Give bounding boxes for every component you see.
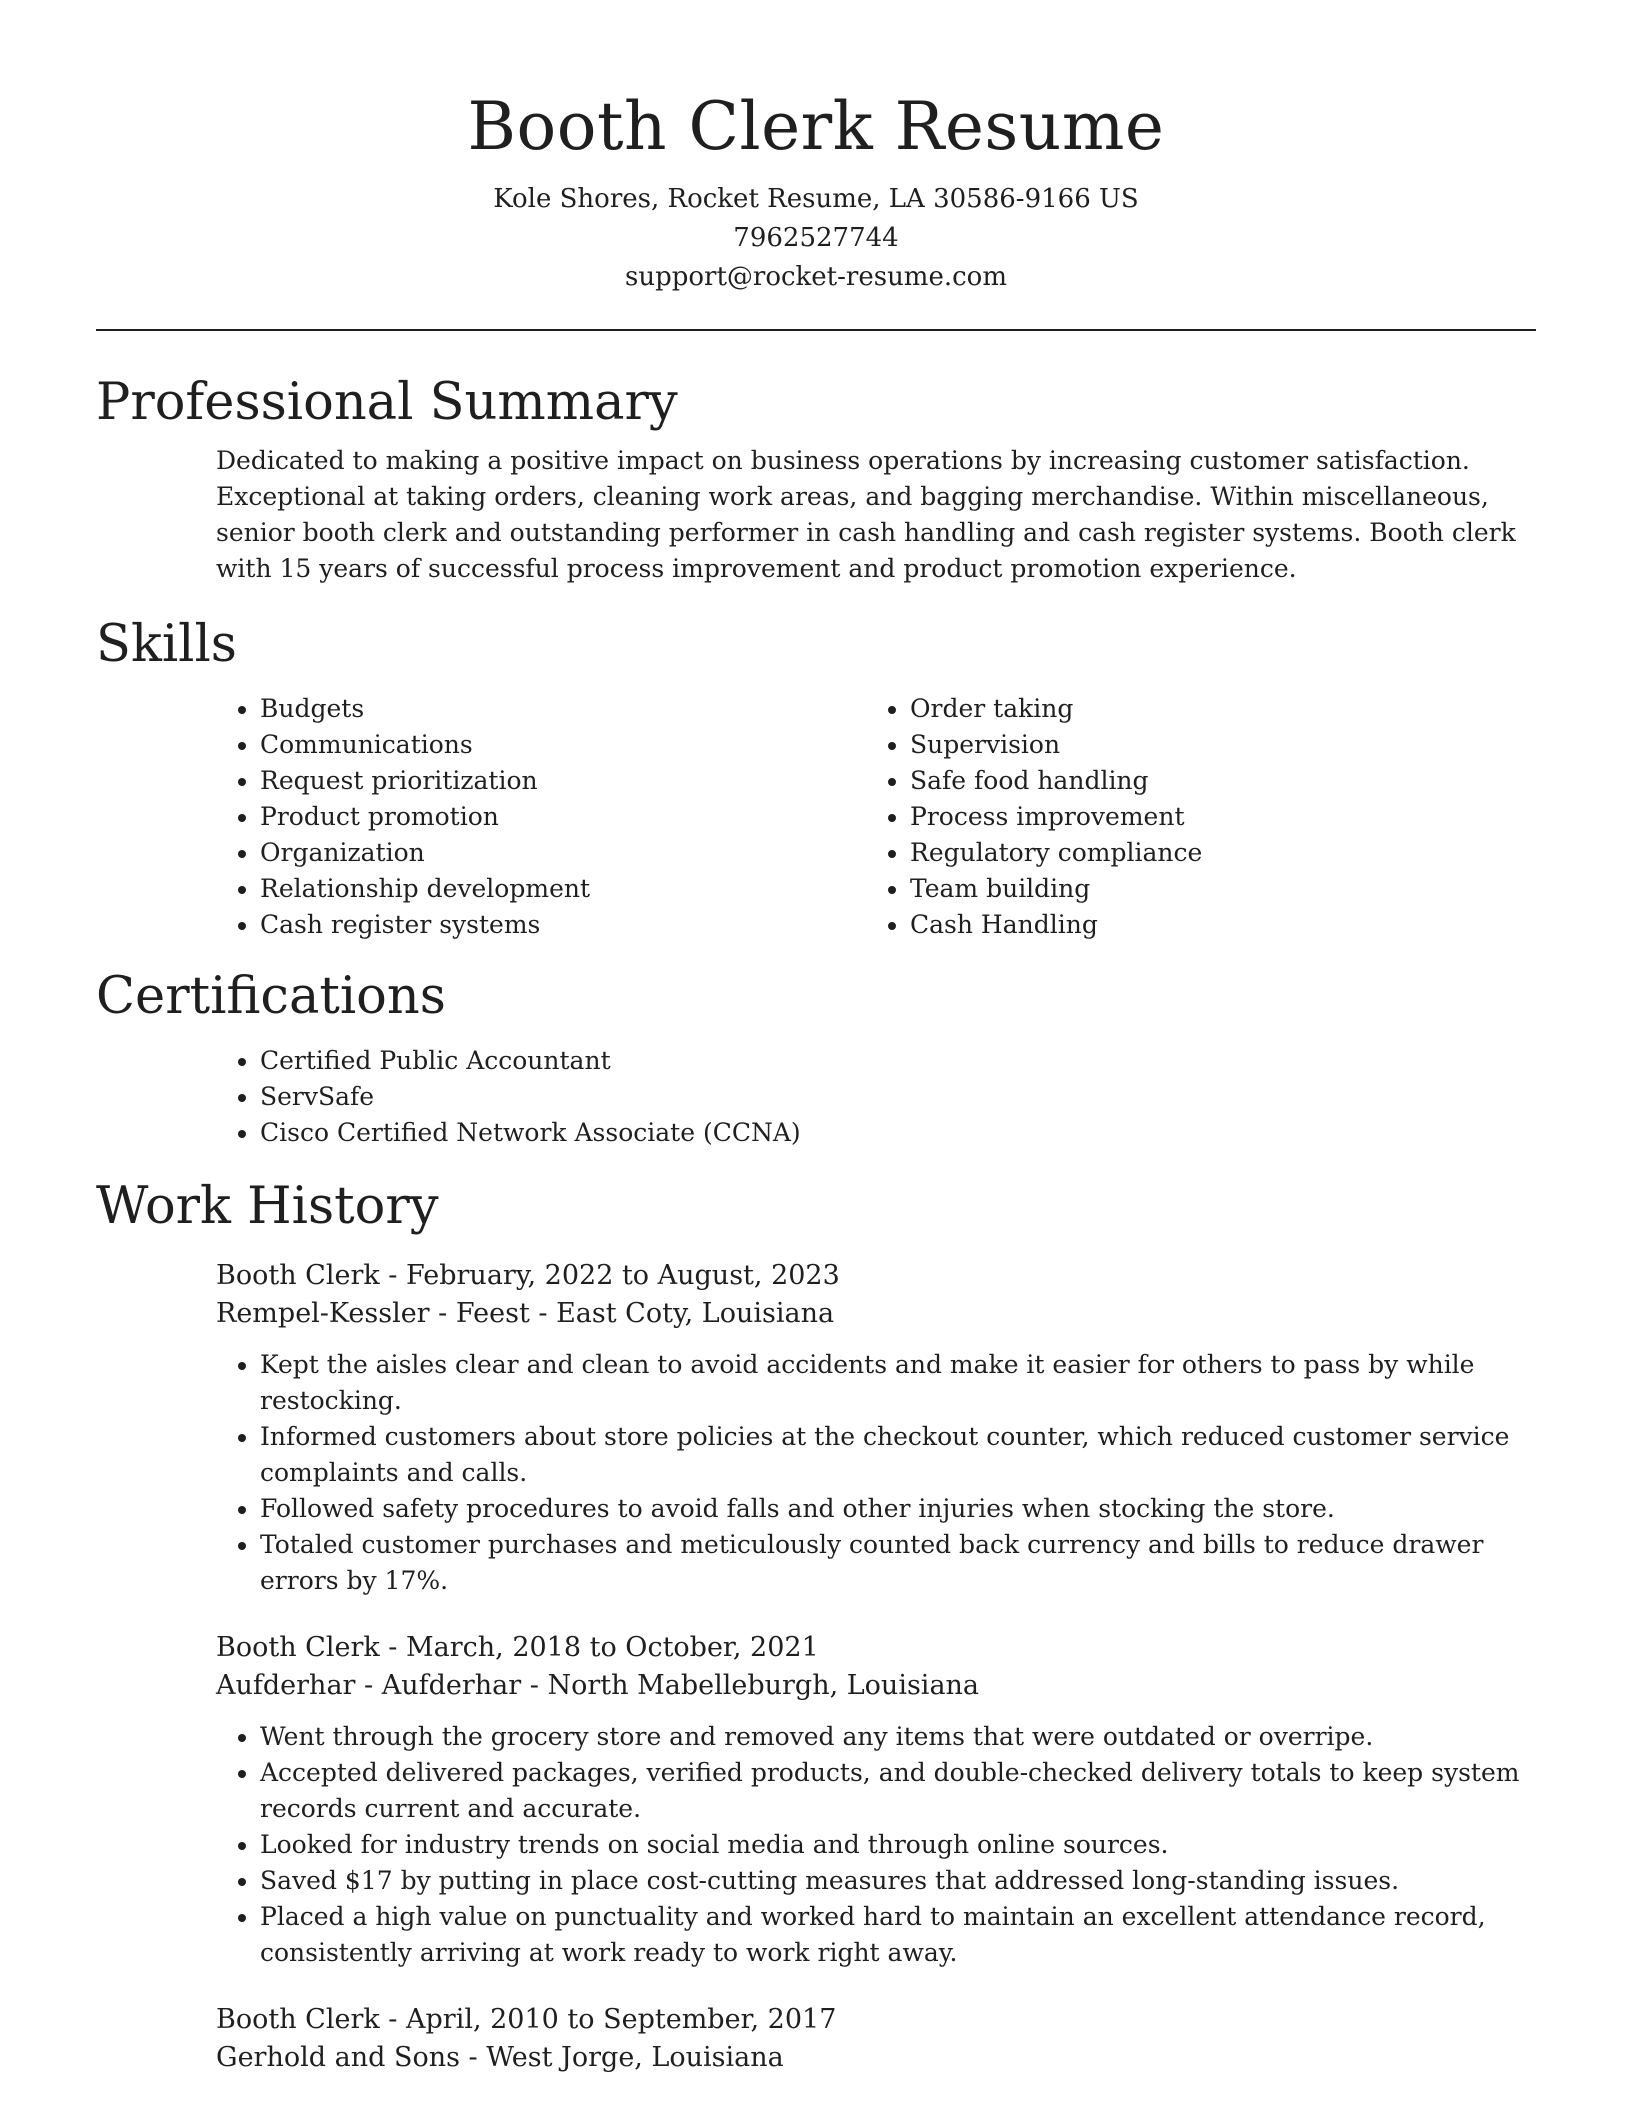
skill-item: • Budgets bbox=[260, 691, 866, 727]
job-employer: Aufderhar - Aufderhar - North Mabelleburgh, Louisiana bbox=[216, 1670, 980, 1701]
certifications-section bbox=[96, 965, 1536, 1151]
job-duty-item: • Totaled customer purchases and meticulously counted back currency and bills to reduce drawer errors by 17%. bbox=[260, 1527, 1536, 1599]
resume-header bbox=[96, 0, 1536, 297]
skills-column-left bbox=[216, 691, 866, 943]
skill-item: • Relationship development bbox=[260, 871, 866, 907]
skill-item: • Regulatory compliance bbox=[910, 835, 1516, 871]
skills-column-right bbox=[866, 691, 1516, 943]
contact-email: support@rocket-resume.com bbox=[624, 262, 1007, 292]
work-history-heading: Work History bbox=[96, 1177, 439, 1236]
job-entry bbox=[216, 1629, 1536, 1971]
skill-item: • Communications bbox=[260, 727, 866, 763]
skill-item: • Process improvement bbox=[910, 799, 1516, 835]
resume-page bbox=[96, 0, 1536, 2077]
job-entry bbox=[216, 2001, 1536, 2077]
skill-item: • Safe food handling bbox=[910, 763, 1516, 799]
job-entry bbox=[216, 1257, 1536, 1599]
skills-section bbox=[96, 613, 1536, 943]
certification-item: • ServSafe bbox=[260, 1079, 1536, 1115]
skill-item: • Supervision bbox=[910, 727, 1516, 763]
job-duties bbox=[216, 1719, 1536, 1971]
summary-heading: Professional Summary bbox=[96, 373, 678, 432]
skill-item: • Request prioritization bbox=[260, 763, 866, 799]
certification-list bbox=[216, 1043, 1536, 1151]
job-title-dates: Booth Clerk - February, 2022 to August, 2023 bbox=[216, 1260, 840, 1291]
skill-item: • Team building bbox=[910, 871, 1516, 907]
job-employer: Gerhold and Sons - West Jorge, Louisiana bbox=[216, 2042, 784, 2073]
contact-address: Kole Shores, Rocket Resume, LA 30586-9166 US bbox=[493, 184, 1139, 214]
skills-heading: Skills bbox=[96, 615, 237, 674]
skills-grid bbox=[216, 691, 1536, 943]
contact-phone: 7962527744 bbox=[733, 223, 899, 253]
summary-text: Dedicated to making a positive impact on business operations by increasing customer satisfaction. Exceptional at taking orders, cleaning work areas, and bagging merchandise. Within miscellaneous, senior booth clerk and outstanding performer in cash handling and cash register systems. Booth clerk with 15 years of successful process improvement and product promotion experience. bbox=[216, 446, 1516, 583]
summary-section bbox=[96, 371, 1536, 587]
job-duty-item: • Looked for industry trends on social media and through online sources. bbox=[260, 1827, 1536, 1863]
contact-block bbox=[96, 180, 1536, 297]
job-duty-item: • Saved $17 by putting in place cost-cutting measures that addressed long-standing issues. bbox=[260, 1863, 1536, 1899]
skill-item: • Organization bbox=[260, 835, 866, 871]
job-duty-item: • Went through the grocery store and removed any items that were outdated or overripe. bbox=[260, 1719, 1536, 1755]
resume-title: Booth Clerk Resume bbox=[467, 88, 1165, 165]
job-duty-item: • Kept the aisles clear and clean to avoid accidents and make it easier for others to pass by while restocking. bbox=[260, 1347, 1536, 1419]
certification-item: • Cisco Certified Network Associate (CCNA) bbox=[260, 1115, 1536, 1151]
job-duty-item: • Accepted delivered packages, verified products, and double-checked delivery totals to keep system records current and accurate. bbox=[260, 1755, 1536, 1827]
job-duties bbox=[216, 1347, 1536, 1599]
skill-item: • Cash Handling bbox=[910, 907, 1516, 943]
job-duty-item: • Followed safety procedures to avoid falls and other injuries when stocking the store. bbox=[260, 1491, 1536, 1527]
skill-item: • Order taking bbox=[910, 691, 1516, 727]
work-history-section bbox=[96, 1175, 1536, 2077]
certifications-heading: Certifications bbox=[96, 967, 446, 1026]
skill-item: • Product promotion bbox=[260, 799, 866, 835]
job-employer: Rempel-Kessler - Feest - East Coty, Louisiana bbox=[216, 1298, 835, 1329]
certification-item: • Certified Public Accountant bbox=[260, 1043, 1536, 1079]
job-duty-item: • Informed customers about store policies at the checkout counter, which reduced customer service complaints and calls. bbox=[260, 1419, 1536, 1491]
job-duty-item: • Placed a high value on punctuality and worked hard to maintain an excellent attendance record, consistently arriving at work ready to work right away. bbox=[260, 1899, 1536, 1971]
skill-item: • Cash register systems bbox=[260, 907, 866, 943]
job-title-dates: Booth Clerk - March, 2018 to October, 2021 bbox=[216, 1632, 819, 1663]
job-title-dates: Booth Clerk - April, 2010 to September, 2017 bbox=[216, 2004, 837, 2035]
header-divider bbox=[96, 329, 1536, 331]
